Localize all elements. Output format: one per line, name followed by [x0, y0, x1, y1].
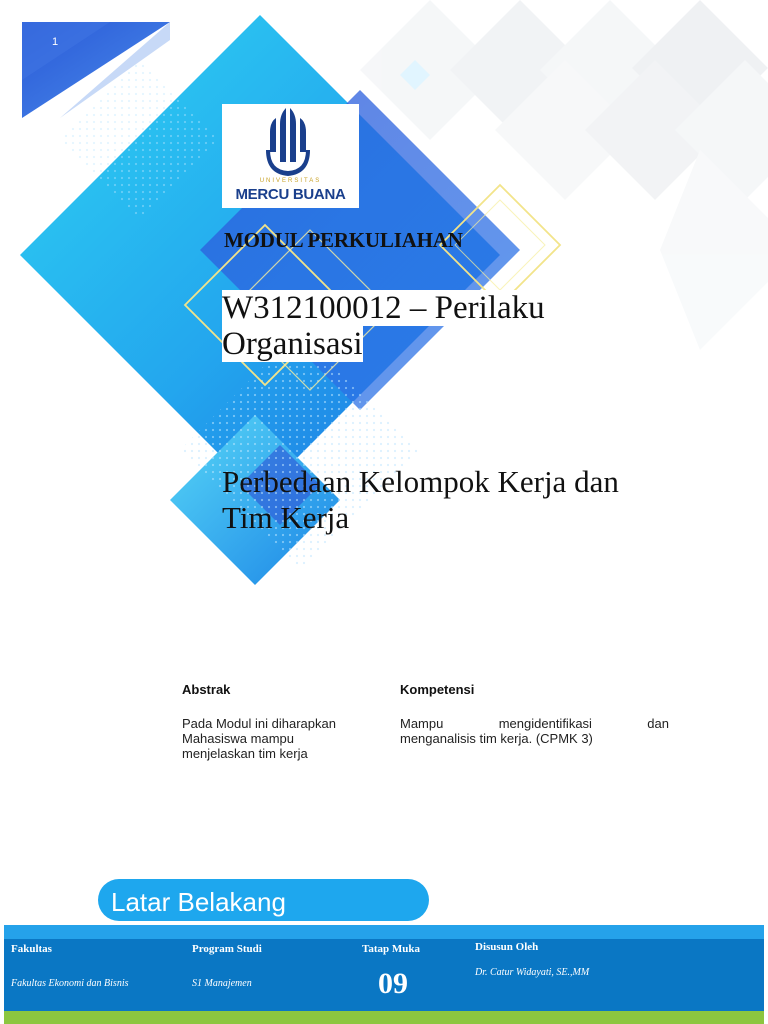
- topic-title: [222, 464, 702, 536]
- university-logo: [222, 104, 359, 208]
- footer-disusun-label: Disusun Oleh: [475, 941, 539, 953]
- course-name-line1: Perilaku: [434, 290, 545, 326]
- footer-top-band: [4, 925, 764, 939]
- abstrak-line1: Pada Modul ini diharapkan: [182, 716, 336, 731]
- kompetensi-word3: dan: [647, 716, 669, 731]
- kompetensi-word2: mengidentifikasi: [498, 716, 592, 731]
- footer-green-strip: [4, 1011, 764, 1024]
- kompetensi-word1: Mampu: [400, 716, 444, 731]
- abstrak-line3: menjelaskan tim kerja: [182, 746, 308, 761]
- section-banner-latar-belakang: Latar Belakang: [98, 879, 429, 921]
- abstrak-heading: Abstrak: [182, 682, 231, 697]
- abstrak-line2: Mahasiswa mampu: [182, 731, 294, 746]
- logo-university-name: MERCU BUANA: [235, 186, 346, 203]
- kompetensi-text: [400, 716, 669, 746]
- course-title: [222, 290, 642, 362]
- course-separator: –: [401, 290, 435, 326]
- abstrak-text: [182, 716, 382, 761]
- kompetensi-heading: Kompetensi: [400, 682, 475, 697]
- footer-fakultas-value: Fakultas Ekonomi dan Bisnis: [11, 978, 129, 989]
- course-name-line2: Organisasi: [222, 326, 363, 362]
- topic-title-line1: Perbedaan Kelompok Kerja dan: [222, 464, 619, 499]
- footer-prodi-label: Program Studi: [192, 943, 262, 955]
- footer-tatap-muka-label: Tatap Muka: [362, 943, 420, 955]
- kompetensi-line1: [400, 716, 669, 731]
- topic-title-line2: Tim Kerja: [222, 500, 350, 535]
- footer-disusun-value: Dr. Catur Widayati, SE.,MM: [475, 967, 590, 978]
- modul-label: MODUL PERKULIAHAN: [224, 228, 463, 252]
- course-code: W312100012: [222, 290, 402, 326]
- footer-prodi-value: S1 Manajemen: [192, 978, 252, 989]
- footer-tatap-muka-value: 09: [378, 967, 408, 1000]
- kompetensi-line2: menganalisis tim kerja. (CPMK 3): [400, 731, 593, 746]
- logo-university-label: UNIVERSITAS: [259, 178, 322, 184]
- footer-fakultas-label: Fakultas: [11, 943, 52, 955]
- page-number: 1: [52, 36, 59, 48]
